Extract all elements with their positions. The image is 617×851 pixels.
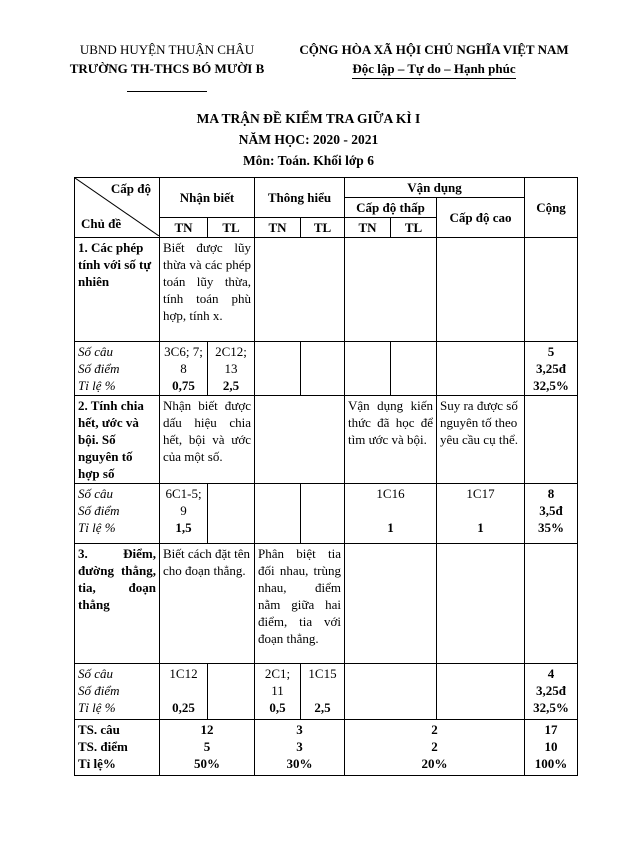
total-nb-cau: 12 [200, 722, 214, 737]
topic-2-cong-stats [525, 484, 578, 544]
topic-1-cong-stats [525, 342, 578, 396]
topic-2-stats-row [75, 484, 578, 544]
topic-2-vdt-cau: 1C16 [376, 486, 405, 501]
title-line-1: MA TRẬN ĐỀ KIỂM TRA GIỮA KÌ I [196, 111, 421, 126]
total-cong-diem: 10 [544, 739, 558, 754]
topic-1-nhan-biet: Biết được lũy thừa và các phép toán lũy thừa, tính toán phù hợp, tính x. [160, 238, 255, 342]
topic-3-cong-cau: 4 [547, 666, 555, 681]
matrix-table [74, 177, 578, 776]
topic-2-nb-tn-stats [160, 484, 208, 544]
cap-do-label: Cấp độ [110, 181, 151, 196]
total-nb-diem: 5 [203, 739, 211, 754]
topic-1-vd-thap [345, 238, 437, 342]
topic-1-vdc-stats [437, 342, 525, 396]
topic-2-cong-tile: 35% [538, 520, 564, 535]
nhan-biet-header: Nhận biết [160, 178, 255, 218]
label-ts-cau: TS. câu [78, 722, 120, 737]
document-title [0, 108, 617, 171]
nb-tn-header: TN [160, 218, 208, 238]
label-so-cau: Số câu [78, 666, 114, 681]
header-left [62, 40, 272, 97]
topic-2-vdt-diem: 1 [387, 520, 394, 535]
label-so-cau: Số câu [78, 486, 114, 501]
topic-3-th-tl-cau: 1C15 [308, 666, 337, 681]
label-ti-le-total: Tỉ lệ% [78, 756, 116, 771]
title-line-2: NĂM HỌC: 2020 - 2021 [238, 132, 379, 147]
title-line-3: Môn: Toán. Khối lớp 6 [243, 153, 374, 168]
topic-3-th-tn-cau: 2C1; 11 [264, 666, 291, 698]
topic-3-nhan-biet: Biết cách đặt tên cho đoạn thẳng. [160, 544, 255, 664]
topic-2-nhan-biet: Nhận biết được dấu hiệu chia hết, bội và ước của một số. [160, 396, 255, 484]
topic-2-vdc-diem: 1 [477, 520, 484, 535]
total-vd-cau: 2 [431, 722, 438, 737]
topic-1-nb-tn-stats [160, 342, 208, 396]
label-so-cau: Số câu [78, 344, 114, 359]
total-vd-tile: 20% [421, 756, 448, 771]
label-so-diem: Số điểm [78, 361, 120, 376]
topic-1-cong-cau: 5 [547, 344, 555, 359]
topic-2-nb-tn-cau: 6C1-5; 9 [165, 486, 202, 518]
topic-3-vdt-stats [345, 664, 437, 720]
topic-3-th-tl-diem: 2,5 [314, 700, 331, 715]
total-vd-diem: 2 [431, 739, 438, 754]
topic-3-stats-labels [75, 664, 160, 720]
topic-1-cong-tile: 32,5% [533, 378, 569, 393]
topic-2-vd-thap: Vận dụng kiến thức đã học để tìm ước và bội. [345, 396, 437, 484]
topic-2-nb-tl-stats [208, 484, 255, 544]
topic-3-cong-tile: 32,5% [533, 700, 569, 715]
topic-2-cong-diem: 3,5đ [539, 503, 563, 518]
topic-2-th-tn-stats [255, 484, 301, 544]
topic-1-name: 1. Các phép tính với số tự nhiên [75, 238, 160, 342]
dept-name: UBND HUYỆN THUẬN CHÂU [79, 42, 255, 57]
topic-1-nb-tn-cau: 3C6; 7; 8 [164, 344, 203, 376]
topic-2-stats-labels [75, 484, 160, 544]
topic-2-row [75, 396, 578, 484]
topic-3-th-tn-stats [255, 664, 301, 720]
topic-2-vdt-stats [345, 484, 437, 544]
topic-1-vdt-tn-stats [345, 342, 391, 396]
label-ti-le: Tỉ lệ % [78, 700, 116, 715]
topic-1-cong-empty [525, 238, 578, 342]
total-cong-tile: 100% [534, 756, 568, 771]
topic-3-vd-cao [437, 544, 525, 664]
topic-3-name: 3. Điểm, đường thẳng, tia, đoạn thẳng [75, 544, 160, 664]
header-row-1 [75, 178, 578, 198]
topic-1-nb-tl-diem: 2,5 [222, 378, 240, 393]
label-ti-le: Tỉ lệ % [78, 520, 116, 535]
topic-2-vdc-cau: 1C17 [466, 486, 495, 501]
topic-1-row [75, 238, 578, 342]
total-thong-hieu [255, 720, 345, 776]
total-row [75, 720, 578, 776]
total-van-dung [345, 720, 525, 776]
topic-1-cong-diem: 3,25đ [536, 361, 566, 376]
topic-2-vdc-stats [437, 484, 525, 544]
label-ti-le: Tỉ lệ % [78, 378, 116, 393]
total-th-cau: 3 [296, 722, 303, 737]
topic-3-th-tn-diem: 0,5 [269, 700, 286, 715]
topic-3-thong-hieu: Phân biệt tia đối nhau, trùng nhau, điểm nằm giữa hai điểm, tia với đoạn thẳng. [255, 544, 345, 664]
total-nb-tile: 50% [194, 756, 220, 771]
label-so-diem: Số điểm [78, 683, 120, 698]
nation-name: CỘNG HÒA XÃ HỘI CHỦ NGHĨA VIỆT NAM [299, 42, 569, 57]
van-dung-header: Vận dụng [345, 178, 525, 198]
total-nhan-biet [160, 720, 255, 776]
cap-do-thap-header: Cấp độ thấp [345, 198, 437, 218]
total-th-diem: 3 [296, 739, 303, 754]
topic-3-row [75, 544, 578, 664]
total-th-tile: 30% [286, 756, 313, 771]
topic-3-nb-tl-stats [208, 664, 255, 720]
topic-1-stats-labels [75, 342, 160, 396]
topic-1-stats-row [75, 342, 578, 396]
corner-cell [75, 178, 160, 238]
topic-2-name: 2. Tính chia hết, ước và bội. Số nguyên tố hợp số [75, 396, 160, 484]
topic-1-nb-tl-stats [208, 342, 255, 396]
topic-2-vd-cao: Suy ra được số nguyên tố theo yêu cầu cụ thể. [437, 396, 525, 484]
total-cong [525, 720, 578, 776]
topic-1-th-tl-stats [301, 342, 345, 396]
vdt-tl-header: TL [391, 218, 437, 238]
topic-1-nb-tl-cau: 2C12; 13 [215, 344, 247, 376]
topic-3-th-tl-stats [301, 664, 345, 720]
topic-3-nb-tn-cau: 1C12 [169, 666, 198, 681]
motto: Độc lập – Tự do – Hạnh phúc [352, 59, 515, 79]
label-ts-diem: TS. điểm [78, 739, 128, 754]
chu-de-label: Chủ đề [81, 216, 122, 231]
topic-3-stats-row [75, 664, 578, 720]
topic-1-thong-hieu [255, 238, 345, 342]
header-right [286, 40, 582, 79]
th-tl-header: TL [301, 218, 345, 238]
topic-2-nb-tn-diem: 1,5 [175, 520, 192, 535]
topic-3-nb-tn-stats [160, 664, 208, 720]
label-so-diem: Số điểm [78, 503, 120, 518]
school-name: TRƯỜNG TH-THCS BÓ MƯỜI B [69, 61, 265, 76]
topic-2-cong-empty [525, 396, 578, 484]
topic-2-thong-hieu [255, 396, 345, 484]
vdt-tn-header: TN [345, 218, 391, 238]
school-underline [127, 91, 207, 92]
total-cong-cau: 17 [544, 722, 558, 737]
topic-2-th-tl-stats [301, 484, 345, 544]
topic-3-nb-tn-diem: 0,25 [172, 700, 195, 715]
nb-tl-header: TL [208, 218, 255, 238]
topic-1-vdt-tl-stats [391, 342, 437, 396]
th-tn-header: TN [255, 218, 301, 238]
topic-3-vd-thap [345, 544, 437, 664]
topic-3-cong-diem: 3,25đ [536, 683, 566, 698]
cap-do-cao-header: Cấp độ cao [437, 198, 525, 238]
topic-1-vd-cao [437, 238, 525, 342]
topic-1-nb-tn-diem: 0,75 [172, 378, 195, 393]
topic-3-cong-empty [525, 544, 578, 664]
topic-3-vdc-stats [437, 664, 525, 720]
topic-1-th-tn-stats [255, 342, 301, 396]
topic-3-cong-stats [525, 664, 578, 720]
total-labels [75, 720, 160, 776]
thong-hieu-header: Thông hiểu [255, 178, 345, 218]
cong-header: Cộng [525, 178, 578, 238]
topic-2-cong-cau: 8 [547, 486, 555, 501]
